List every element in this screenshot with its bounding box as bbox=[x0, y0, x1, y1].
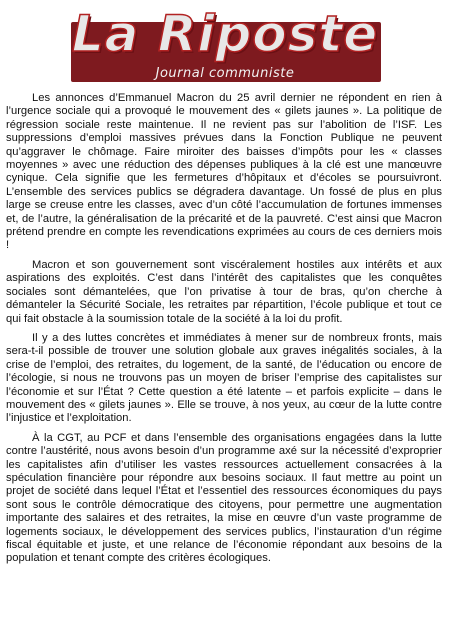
article-body bbox=[6, 92, 442, 572]
masthead-subtitle: Journal communiste bbox=[155, 66, 295, 81]
article-paragraph: Il y a des luttes concrètes et immédiates à mener sur de nombreux fronts, mais sera-t-il possible de trouver une solution globale aux graves inégalités sociales, à la crise de l’emploi, des retraites, du logement, de la santé, de l’éducation ou encore de l’écologie, si nous ne trouvons pas un moyen de briser l’emprise des capitalistes sur l’économie et sur l’État ? Cette question a été latente – et parfois explicite – dans le mouvement des « gilets jaunes ». Elle se trouve, à nos yeux, au cœur de la lutte contre l’injustice et l’exploitation. bbox=[6, 331, 442, 425]
article-paragraph: Les annonces d’Emmanuel Macron du 25 avril dernier ne répondent en rien à l’urgence sociale qui a provoqué le mouvement des « gilets jaunes ». La politique de régression sociale reste maintenue. Il ne revient pas sur l’abolition de l’ISF. Les suppressions d’emploi massives prévues dans la Fonction Publique ne peuvent qu’aggraver le chômage. Faire miroiter des baisses d’impôts pour les « classes moyennes » avec une réduction des dépenses publiques à la clé est une manœuvre cynique. Cela signifie que les fermetures d’hôpitaux et d’écoles se poursuivront. L’ensemble des services publics se dégradera davantage. Un fossé de plus en plus large se creuse entre les classes, avec d’un côté l’accumulation de fortunes immenses et, de l’autre, la généralisation de la précarité et de la pauvreté. C’est ainsi que Macron prétend prendre en compte les revendications exprimées au cours de ces derniers mois ! bbox=[6, 92, 442, 252]
masthead bbox=[45, 4, 405, 88]
masthead-title: La Riposte bbox=[71, 5, 379, 63]
article-paragraph: Macron et son gouvernement sont viscéralement hostiles aux intérêts et aux aspirations des exploités. C’est dans l’intérêt des capitalistes que les conquêtes sociales sont démantelées, que l’on privatise à tour de bras, qu’on cherche à démanteler la Sécurité Sociale, les retraites par répartition, l’école publique et tout ce qui fait obstacle à la soumission totale de la société à la loi du profit. bbox=[6, 258, 442, 325]
article-paragraph: À la CGT, au PCF et dans l’ensemble des organisations engagées dans la lutte contre l’austérité, nous avons besoin d’un programme axé sur la nécessité d’exproprier les capitalistes afin d’utiliser les vastes ressources actuellement consacrées à la spéculation financière pour répondre aux besoins sociaux. Il faut mettre au point un projet de société dans lequel l’État et l’essentiel des ressources économiques du pays sont sous le contrôle démocratique des citoyens, pour permettre une augmentation importante des salaires et des retraites, la mise en œuvre d’un vaste programme de logements sociaux, le développement des services publics, l’instauration d’un régime fiscal équitable et juste, et une relance de l’économie répondant aux besoins de la population et tenant compte des critères écologiques. bbox=[6, 431, 442, 565]
